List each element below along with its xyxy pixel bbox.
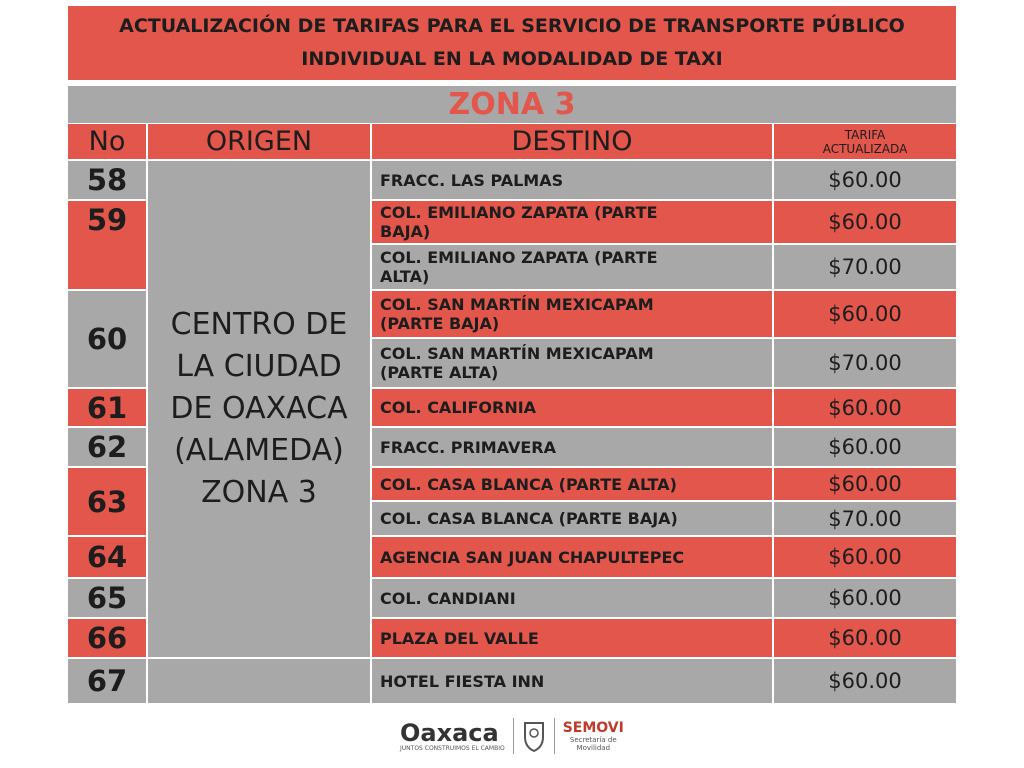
header-no: No — [68, 124, 146, 159]
semovi-logo-text: SEMOVI — [562, 720, 624, 736]
destination-cell — [372, 659, 772, 703]
origin-line-3: DE OAXACA — [170, 391, 348, 426]
zone-heading: ZONA 3 — [68, 86, 956, 123]
destination-cell — [372, 428, 772, 466]
fare-cell: $60.00 — [774, 579, 956, 617]
origin-cell — [148, 161, 370, 657]
footer-logos — [400, 714, 630, 758]
footer-divider — [554, 718, 555, 754]
destination-line: AGENCIA SAN JUAN CHAPULTEPEC — [380, 547, 685, 567]
destination-line: FRACC. PRIMAVERA — [380, 437, 556, 457]
row-number: 62 — [68, 428, 146, 466]
destination-cell — [372, 389, 772, 426]
header-fare — [774, 124, 956, 159]
fare-cell: $70.00 — [774, 339, 956, 387]
destination-cell — [372, 537, 772, 577]
page-title — [68, 6, 956, 80]
destination-cell — [372, 468, 772, 500]
semovi-logo — [563, 720, 624, 752]
title-line-1: ACTUALIZACIÓN DE TARIFAS PARA EL SERVICIO DE TRANSPORTE PÚBLICO — [119, 15, 905, 37]
destination-line-2: (PARTE ALTA) — [380, 363, 499, 382]
fare-cell: $70.00 — [774, 245, 956, 289]
fare-cell: $60.00 — [774, 161, 956, 199]
fare-cell: $60.00 — [774, 389, 956, 426]
fare-cell: $60.00 — [774, 291, 956, 337]
destination-line: PLAZA DEL VALLE — [380, 628, 539, 648]
oaxaca-logo — [400, 718, 505, 752]
destination-cell — [372, 502, 772, 535]
row-number: 66 — [68, 619, 146, 657]
origin-line-1: CENTRO DE — [170, 307, 348, 342]
destination-cell — [372, 201, 772, 243]
destination-line: HOTEL FIESTA INN — [380, 671, 545, 691]
destination-cell — [372, 579, 772, 617]
fare-cell: $60.00 — [774, 201, 956, 243]
oaxaca-logo-text: Oaxaca — [400, 718, 499, 747]
destination-line-2: BAJA) — [380, 222, 431, 241]
header-origin: ORIGEN — [148, 124, 370, 159]
origin-line-4: (ALAMEDA) — [174, 433, 344, 468]
destination-cell — [372, 245, 772, 289]
destination-line: COL. SAN MARTÍN MEXICAPAM — [380, 295, 654, 314]
destination-line: COL. SAN MARTÍN MEXICAPAM — [380, 344, 654, 363]
origin-line-2: LA CIUDAD — [176, 349, 342, 384]
semovi-sub-line-2: Movilidad — [576, 744, 611, 752]
coat-of-arms-icon — [522, 719, 546, 753]
destination-cell — [372, 161, 772, 199]
row-number: 63 — [68, 468, 146, 535]
origin-line-5: ZONA 3 — [201, 475, 317, 510]
fare-cell: $60.00 — [774, 659, 956, 703]
destination-line-2: ALTA) — [380, 267, 430, 286]
destination-cell — [372, 619, 772, 657]
row-number: 64 — [68, 537, 146, 577]
row-number: 58 — [68, 161, 146, 199]
row-number: 65 — [68, 579, 146, 617]
header-fare-line-2: ACTUALIZADA — [822, 141, 908, 156]
row-number: 59 — [68, 201, 146, 289]
destination-cell — [372, 291, 772, 337]
destination-line: COL. CALIFORNIA — [380, 398, 537, 417]
row-number: 67 — [68, 659, 146, 703]
fare-cell: $70.00 — [774, 502, 956, 535]
destination-line: COL. CASA BLANCA (PARTE BAJA) — [380, 509, 678, 528]
title-line-2: INDIVIDUAL EN LA MODALIDAD DE TAXI — [301, 48, 723, 70]
origin-cell-empty — [148, 659, 370, 703]
footer-divider — [513, 718, 514, 754]
destination-line: COL. EMILIANO ZAPATA (PARTE — [380, 203, 658, 222]
destination-line: COL. CANDIANI — [380, 588, 516, 608]
oaxaca-logo-tagline: JUNTOS CONSTRUIMOS EL CAMBIO — [400, 744, 505, 752]
destination-cell — [372, 339, 772, 387]
fare-cell: $60.00 — [774, 428, 956, 466]
destination-line: FRACC. LAS PALMAS — [380, 170, 564, 190]
fare-cell: $60.00 — [774, 468, 956, 500]
destination-line-2: (PARTE BAJA) — [380, 314, 500, 333]
row-number: 60 — [68, 291, 146, 387]
header-destination: DESTINO — [372, 124, 772, 159]
header-fare-line-1: TARIFA — [844, 127, 886, 142]
semovi-sub-line-1: Secretaría de — [569, 736, 617, 744]
destination-line: COL. CASA BLANCA (PARTE ALTA) — [380, 474, 677, 494]
destination-line: COL. EMILIANO ZAPATA (PARTE — [380, 248, 658, 267]
fare-cell: $60.00 — [774, 619, 956, 657]
fare-cell: $60.00 — [774, 537, 956, 577]
row-number: 61 — [68, 389, 146, 426]
